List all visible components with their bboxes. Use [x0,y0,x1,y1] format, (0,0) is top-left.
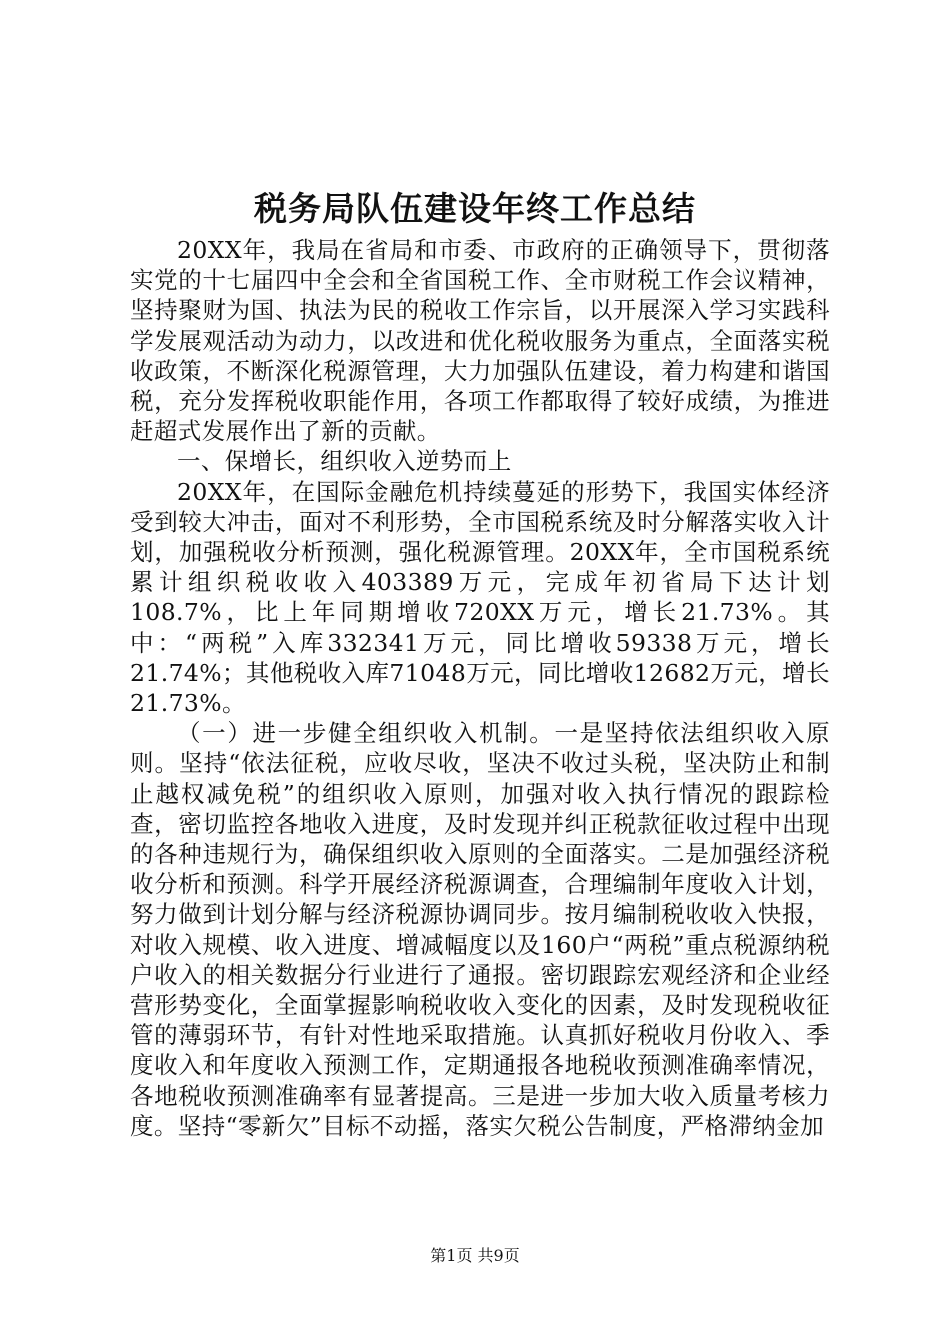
paragraph-intro: 20XX年，我局在省局和市委、市政府的正确领导下，贯彻落实党的十七届四中全会和全省国税工作、全市财税工作会议精神，坚持聚财为国、执法为民的税收工作宗旨，以开展深入学习实践科学发展观活动为动力，以改进和优化税收服务为重点，全面落实税收政策，不断深化税源管理，大力加强队伍建设，着力构建和谐国税，充分发挥税收职能作用，各项工作都取得了较好成绩，为推进赶超式发展作出了新的贡献。 [130,236,830,446]
page-footer: 第1页 共9页 [430,1246,520,1265]
document-body [130,235,830,1141]
paragraph-mechanism: （一）进一步健全组织收入机制。一是坚持依法组织收入原则。坚持“依法征税，应收尽收，坚决不收过头税，坚决防止和制止越权减免税”的组织收入原则，加强对收入执行情况的跟踪检查，密切监控各地收入进度，及时发现并纠正税款征收过程中出现的各种违规行为，确保组织收入原则的全面落实。二是加强经济税收分析和预测。科学开展经济税源调查，合理编制年度收入计划，努力做到计划分解与经济税源协调同步。按月编制税收收入快报，对收入规模、收入进度、增减幅度以及160户“两税”重点税源纳税户收入的相关数据分行业进行了通报。密切跟踪宏观经济和企业经营形势变化，全面掌握影响税收收入变化的因素，及时发现税收征管的薄弱环节，有针对性地采取措施。认真抓好税收月份收入、季度收入和年度收入预测工作，定期通报各地税收预测准确率情况，各地税收预测准确率有显著提高。三是进一步加大收入质量考核力度。坚持“零新欠”目标不动摇，落实欠税公告制度，严格滞纳金加 [130,719,830,1140]
paragraph-revenue: 20XX年，在国际金融危机持续蔓延的形势下，我国实体经济受到较大冲击，面对不利形势，全市国税系统及时分解落实收入计划，加强税收分析预测，强化税源管理。20XX年，全市国税系统累计组织税收收入403389万元，完成年初省局下达计划108.7%，比上年同期增收720XX万元，增长21.73%。其中：“两税”入库332341万元，同比增收59338万元，增长21.74%；其他税收入库71048万元，同比增收12682万元，增长21.73%。 [130,477,830,718]
section-heading-1: 一、保增长，组织收入逆势而上 [177,447,512,476]
document-title: 税务局队伍建设年终工作总结 [254,189,696,228]
